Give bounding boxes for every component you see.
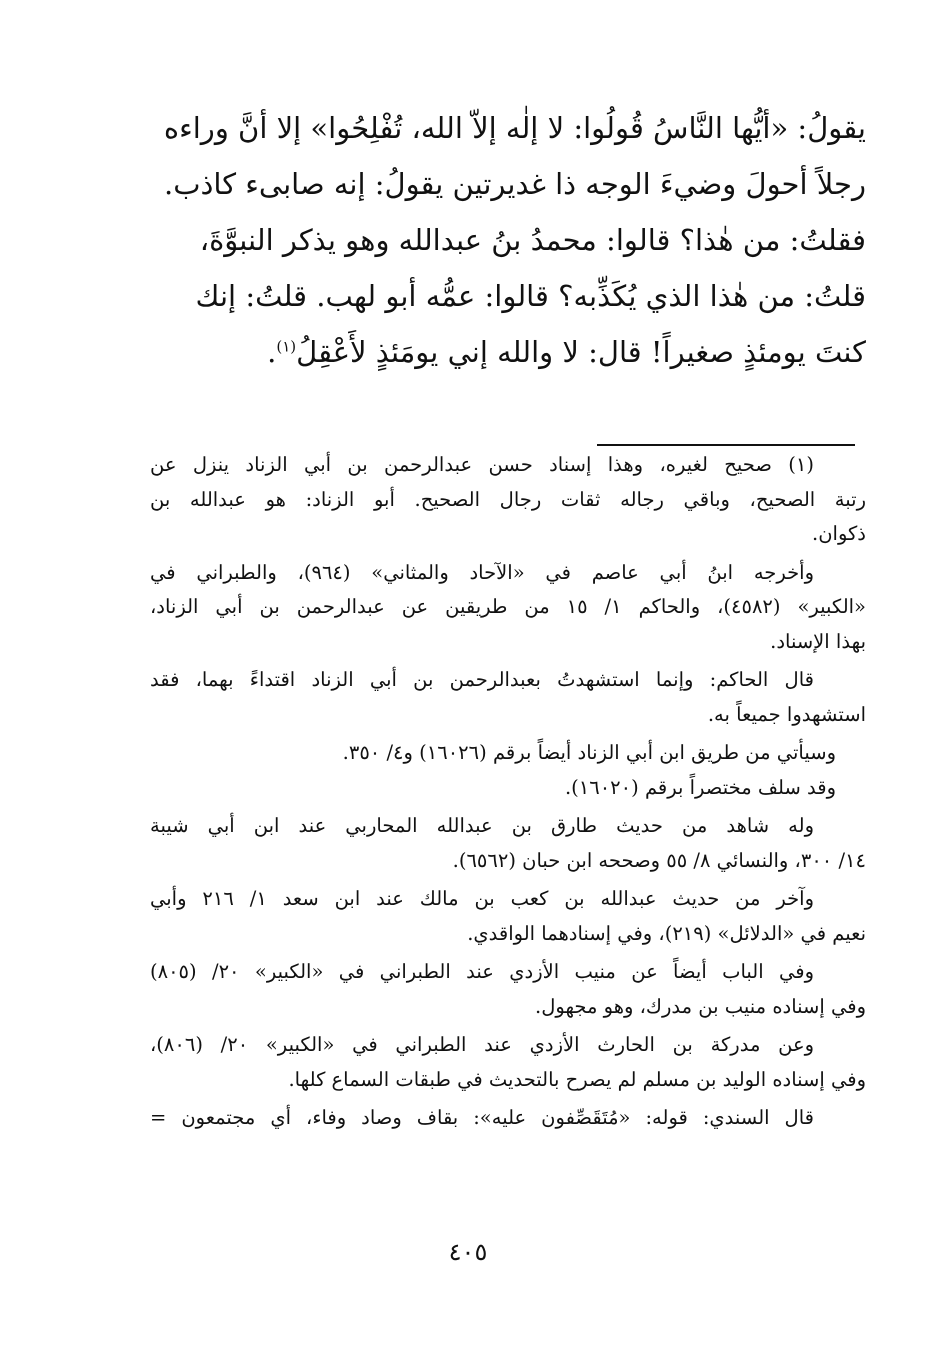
footnote-line: وسيأتي من طريق ابن أبي الزناد أيضاً برقم (١٦٠٢٦) و٤/ ٣٥٠. [342, 741, 836, 764]
footnote-line: بهذا الإسناد. [770, 629, 866, 653]
footnote-paragraph [150, 556, 866, 660]
footnote-line: قال الحاكم: وإنما استشهدتُ بعبدالرحمن بن أبي الزناد اقتداءً بهما، فقد [150, 668, 814, 691]
footnote-line: نعيم في «الدلائل» (٢١٩)، وفي إسنادهما الواقدي. [467, 921, 866, 945]
footnote-line: وأخرجه ابنُ أبي عاصم في «الآحاد والمثاني» (٩٦٤)، والطبراني في [150, 560, 814, 584]
main-text-line: يقولُ: «أيُّها النَّاسُ قُولُوا: لا إلٰه إلاّ الله، تُفْلِحُوا» إلا أنَّ وراءه [163, 111, 866, 145]
footnote-line: وفي إسناده الوليد بن مسلم لم يصرح بالتحديث في طبقات السماع كلها. [288, 1067, 866, 1091]
footnote-separator-rule [597, 444, 855, 446]
footnote-line: وفي إسناده منيب بن مدرك، وهو مجهول. [535, 994, 866, 1018]
footnote-line: وقد سلف مختصراً برقم (١٦٠٢٠). [564, 775, 836, 799]
footnote-paragraph [150, 809, 866, 878]
footnote-paragraph [150, 448, 866, 552]
footnote-line: استشهدوا جميعاً به. [707, 702, 866, 726]
footnote-paragraph [150, 955, 866, 1024]
footnote-line: رتبة الصحيح، وباقي رجاله ثقات رجال الصحيح. أبو الزناد: هو عبدالله بن [150, 487, 866, 511]
footnote-reference: (١) [276, 337, 297, 356]
footnotes-block [150, 448, 866, 1140]
footnote-paragraph [150, 1101, 866, 1136]
footnote-line: (١) صحيح لغيره، وهذا إسناد حسن عبدالرحمن بن أبي الزناد ينزل عن [150, 453, 814, 476]
sentence-end-mark: . [267, 335, 277, 369]
main-text-line: قلتُ: من هٰذا الذي يُكَذِّبه؟ قالوا: عمُّه أبو لهب. قلتُ: إنك [195, 279, 866, 313]
footnote-line: وفي الباب أيضاً عن منيب الأزدي عند الطبراني في «الكبير» ٢٠/ (٨٠٥) [150, 960, 814, 983]
footnote-paragraph [150, 1028, 866, 1097]
main-text-line-last [148, 324, 866, 380]
footnote-line: قال السندي: قوله: «مُتَقَصِّفون عليه»: بقاف وصاد وفاء، أي مجتمعون = [150, 1106, 814, 1129]
footnote-line: ١٤/ ٣٠٠، والنسائي ٨/ ٥٥ وصححه ابن حبان (٦٥٦٢). [452, 848, 866, 872]
footnote-line: ذكوان. [812, 522, 866, 545]
footnote-line: وآخر من حديث عبدالله بن كعب بن مالك عند ابن سعد ١/ ٢١٦ وأبي [150, 887, 815, 910]
footnote-paragraph [150, 882, 866, 951]
footnote-paragraph [150, 663, 866, 732]
main-text-line: فقلتُ: من هٰذا؟ قالوا: محمدُ بنُ عبدالله وهو يذكر النبوَّةَ، [199, 223, 866, 257]
footnote-paragraph [150, 736, 866, 805]
footnote-line: وله شاهد من حديث طارق بن عبدالله المحاربي عند ابن أبي شيبة [150, 814, 814, 837]
footnote-line: «الكبير» (٤٥٨٢)، والحاكم ١/ ١٥ من طريقين عن عبدالرحمن بن أبي الزناد، [150, 595, 866, 618]
footnote-line: وعن مدركة بن الحارث الأزدي عند الطبراني في «الكبير» ٢٠/ (٨٠٦)، [150, 1033, 814, 1056]
main-text-line-content: كنتَ يومئذٍ صغيراً! قال: لا والله إني يومَئذٍ لأَعْقِلُ [296, 335, 866, 369]
main-text-block [148, 100, 866, 380]
main-text-line: رجلاً أحولَ وضيءَ الوجه ذا غديرتين يقولُ: إنه صابىء كاذب. [163, 167, 866, 201]
page-number: ٤٠٥ [448, 1238, 488, 1266]
